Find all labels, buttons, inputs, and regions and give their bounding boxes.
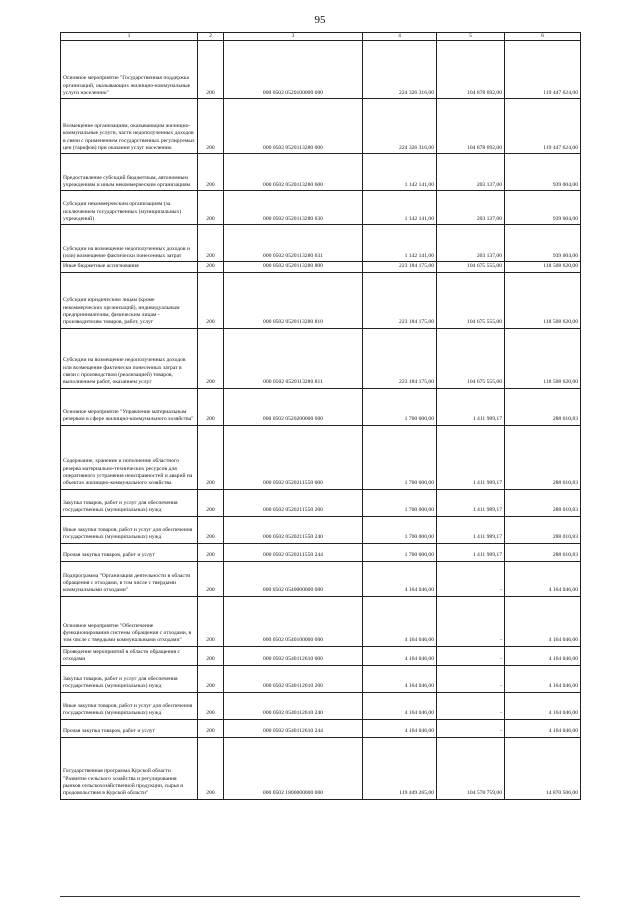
- row-code: 000 0502 0520211550 200: [224, 489, 363, 516]
- row-value-6: 118 508 620,00: [505, 262, 581, 272]
- header-row: [61, 33, 581, 41]
- row-value-4: 1 700 000,00: [363, 489, 437, 516]
- row-col2: 200: [198, 665, 224, 692]
- table-row: [61, 388, 581, 425]
- row-name: Прочая закупка товаров, работ и услуг: [61, 543, 198, 561]
- row-value-5: -: [437, 719, 505, 737]
- row-name: Содержание, хранение и пополнение областного резерва материально-технических ресурсов для оперативного устранения неисправностей и аварий на объектах жилищно-коммунального хозяйства: [61, 425, 198, 489]
- row-name: Субсидии некоммерческим организациям (за исключением государственных (муниципальных) учреждений): [61, 191, 198, 225]
- table-row: [61, 191, 581, 225]
- row-code: 000 0502 0520100000 000: [224, 41, 363, 99]
- row-value-6: 4 164 046,00: [505, 561, 581, 596]
- row-value-5: 104 578 759,00: [437, 737, 505, 799]
- row-col2: 200: [198, 41, 224, 99]
- row-code: 000 0502 1800000000 000: [224, 737, 363, 799]
- row-col2: 200: [198, 737, 224, 799]
- row-value-5: 1 411 989,17: [437, 425, 505, 489]
- row-value-4: 1 142 141,00: [363, 225, 437, 262]
- row-value-5: 203 137,00: [437, 191, 505, 225]
- row-value-5: 203 137,00: [437, 225, 505, 262]
- row-name: Иные закупки товаров, работ и услуг для обеспечения государственных (муниципальных) нужд: [61, 516, 198, 543]
- row-value-5: -: [437, 665, 505, 692]
- row-value-4: 119 449 265,00: [363, 737, 437, 799]
- row-value-5: -: [437, 596, 505, 646]
- page-bottom-rule: [60, 896, 580, 897]
- row-name: Возмещение организациям, оказывающим жилищно-коммунальные услуги, части недополученных доходов в связи с применением государственных регулируемых цен (тарифов) при оказании услуг населению: [61, 99, 198, 154]
- row-value-6: 288 010,83: [505, 516, 581, 543]
- row-value-6: 939 004,00: [505, 225, 581, 262]
- row-value-4: 4 164 046,00: [363, 561, 437, 596]
- row-value-6: 119 447 624,00: [505, 99, 581, 154]
- row-name: Субсидии на возмещение недополученных доходов и (или) возмещение фактически понесенных затрат: [61, 225, 198, 262]
- row-value-4: 1 700 000,00: [363, 425, 437, 489]
- header-col-1: 1: [61, 33, 198, 41]
- row-col2: 200: [198, 328, 224, 388]
- table-row: [61, 719, 581, 737]
- table-row: [61, 262, 581, 272]
- row-code: 000 0502 0540100000 000: [224, 596, 363, 646]
- row-value-5: 104 675 555,00: [437, 262, 505, 272]
- table-row: [61, 489, 581, 516]
- row-col2: 200: [198, 225, 224, 262]
- row-col2: 200: [198, 272, 224, 328]
- table-row: [61, 692, 581, 719]
- row-value-4: 4 164 046,00: [363, 596, 437, 646]
- row-value-6: 4 164 046,00: [505, 665, 581, 692]
- row-name: Предоставление субсидий бюджетным, автономным учреждениям и иным некоммерческим организациям: [61, 154, 198, 191]
- row-name: Субсидии на возмещение недополученных доходов или возмещение фактически понесенных затрат в связи с производством (реализацией) товаров, выполнением работ, оказанием услуг: [61, 328, 198, 388]
- table-row: [61, 41, 581, 99]
- row-value-4: 1 700 000,00: [363, 543, 437, 561]
- header-col-4: 4: [363, 33, 437, 41]
- row-value-6: 14 870 506,00: [505, 737, 581, 799]
- row-code: 000 0502 0520200000 000: [224, 388, 363, 425]
- row-code: 000 0502 0520211550 000: [224, 425, 363, 489]
- row-code: 000 0502 0540112610 200: [224, 665, 363, 692]
- row-code: 000 0502 0540112610 240: [224, 692, 363, 719]
- table-row: [61, 646, 581, 665]
- row-value-6: 118 508 620,00: [505, 272, 581, 328]
- table-row: [61, 516, 581, 543]
- row-value-4: 4 164 046,00: [363, 692, 437, 719]
- row-col2: 200: [198, 262, 224, 272]
- row-value-4: 224 326 316,00: [363, 99, 437, 154]
- row-col2: 200: [198, 425, 224, 489]
- row-name: Закупка товаров, работ и услуг для обеспечения государственных (муниципальных) нужд: [61, 665, 198, 692]
- row-code: 000 0502 0520113280 810: [224, 272, 363, 328]
- page-number: 95: [314, 14, 326, 26]
- row-value-4: 224 326 316,00: [363, 41, 437, 99]
- row-value-4: 1 142 141,00: [363, 191, 437, 225]
- table-row: [61, 596, 581, 646]
- table-row: [61, 665, 581, 692]
- row-value-5: 104 878 692,00: [437, 99, 505, 154]
- row-value-5: 1 411 989,17: [437, 388, 505, 425]
- row-value-6: 939 004,00: [505, 154, 581, 191]
- row-col2: 200: [198, 388, 224, 425]
- row-value-4: 1 700 000,00: [363, 388, 437, 425]
- header-col-3: 3: [224, 33, 363, 41]
- row-value-6: 288 010,83: [505, 425, 581, 489]
- row-value-4: 223 184 175,00: [363, 262, 437, 272]
- row-value-6: 288 010,83: [505, 388, 581, 425]
- row-value-5: 203 137,00: [437, 154, 505, 191]
- row-value-6: 4 164 046,00: [505, 692, 581, 719]
- row-code: 000 0502 0520113280 630: [224, 191, 363, 225]
- table-row: [61, 272, 581, 328]
- row-name: Иные закупки товаров, работ и услуг для обеспечения государственных (муниципальных) нужд: [61, 692, 198, 719]
- row-code: 000 0502 0520113280 631: [224, 225, 363, 262]
- row-value-6: 119 447 624,00: [505, 41, 581, 99]
- row-value-4: 1 700 000,00: [363, 516, 437, 543]
- row-code: 000 0502 0540000000 000: [224, 561, 363, 596]
- row-col2: 200: [198, 489, 224, 516]
- header-col-5: 5: [437, 33, 505, 41]
- row-code: 000 0502 0540112610 000: [224, 646, 363, 665]
- row-col2: 200: [198, 99, 224, 154]
- row-value-4: 4 164 046,00: [363, 646, 437, 665]
- row-value-6: 4 164 046,00: [505, 719, 581, 737]
- table-row: [61, 154, 581, 191]
- row-col2: 200: [198, 596, 224, 646]
- row-name: Прочая закупка товаров, работ и услуг: [61, 719, 198, 737]
- row-code: 000 0502 0520211550 240: [224, 516, 363, 543]
- budget-table: [60, 32, 581, 800]
- row-value-4: 223 184 175,00: [363, 328, 437, 388]
- table-row: [61, 561, 581, 596]
- row-code: 000 0502 0520113280 000: [224, 99, 363, 154]
- table-row: [61, 328, 581, 388]
- header-col-2: 2: [198, 33, 224, 41]
- row-value-5: 1 411 989,17: [437, 489, 505, 516]
- row-value-4: 4 164 046,00: [363, 719, 437, 737]
- row-value-5: -: [437, 692, 505, 719]
- table-row: [61, 225, 581, 262]
- table-row: [61, 543, 581, 561]
- header-col-6: 6: [505, 33, 581, 41]
- row-col2: 200: [198, 561, 224, 596]
- row-value-5: -: [437, 646, 505, 665]
- row-col2: 200: [198, 646, 224, 665]
- row-code: 000 0502 0520113280 600: [224, 154, 363, 191]
- row-name: Иные бюджетные ассигнования: [61, 262, 198, 272]
- row-col2: 200: [198, 543, 224, 561]
- row-code: 000 0502 0520211550 244: [224, 543, 363, 561]
- row-code: 000 0502 0540112610 244: [224, 719, 363, 737]
- row-name: Государственная программа Курской области "Развитие сельского хозяйства и регулирования рынков сельскохозяйственной продукции, сырья и продовольствия в Курской области": [61, 737, 198, 799]
- row-value-5: 104 675 555,00: [437, 328, 505, 388]
- row-value-6: 288 010,83: [505, 543, 581, 561]
- row-name: Субсидии юридическим лицам (кроме некоммерческих организаций), индивидуальным предпринимателям, физическим лицам - производителям товаров, работ, услуг: [61, 272, 198, 328]
- row-col2: 200: [198, 719, 224, 737]
- row-value-5: 104 675 555,00: [437, 272, 505, 328]
- row-name: Основное мероприятие "Обеспечение функционирования системы обращения с отходами, в том числе с твердыми коммунальными отходами": [61, 596, 198, 646]
- row-value-6: 939 004,00: [505, 191, 581, 225]
- row-value-6: 118 508 620,00: [505, 328, 581, 388]
- row-name: Подпрограмма "Организация деятельности в области обращения с отходами, в том числе с твердыми коммунальными отходами": [61, 561, 198, 596]
- row-value-5: -: [437, 561, 505, 596]
- row-value-5: 1 411 989,17: [437, 543, 505, 561]
- row-col2: 200: [198, 692, 224, 719]
- row-col2: 200: [198, 191, 224, 225]
- row-value-4: 223 184 175,00: [363, 272, 437, 328]
- row-value-4: 4 164 046,00: [363, 665, 437, 692]
- table-row: [61, 425, 581, 489]
- row-col2: 200: [198, 516, 224, 543]
- row-value-4: 1 142 141,00: [363, 154, 437, 191]
- row-name: Основное мероприятие "Государственная поддержка организаций, оказывающих жилищно-коммунальные услуги населению": [61, 41, 198, 99]
- row-name: Закупка товаров, работ и услуг для обеспечения государственных (муниципальных) нужд: [61, 489, 198, 516]
- table-row: [61, 737, 581, 799]
- row-value-6: 288 010,83: [505, 489, 581, 516]
- row-name: Проведение мероприятий в области обращения с отходами: [61, 646, 198, 665]
- row-value-6: 4 164 046,00: [505, 596, 581, 646]
- table-row: [61, 99, 581, 154]
- row-code: 000 0502 0520113280 811: [224, 328, 363, 388]
- row-name: Основное мероприятие "Управление материальным резервом в сфере жилищно-коммунального хозяйства": [61, 388, 198, 425]
- row-code: 000 0502 0520113280 800: [224, 262, 363, 272]
- row-value-5: 1 411 989,17: [437, 516, 505, 543]
- row-value-5: 104 878 692,00: [437, 41, 505, 99]
- row-col2: 200: [198, 154, 224, 191]
- row-value-6: 4 164 046,00: [505, 646, 581, 665]
